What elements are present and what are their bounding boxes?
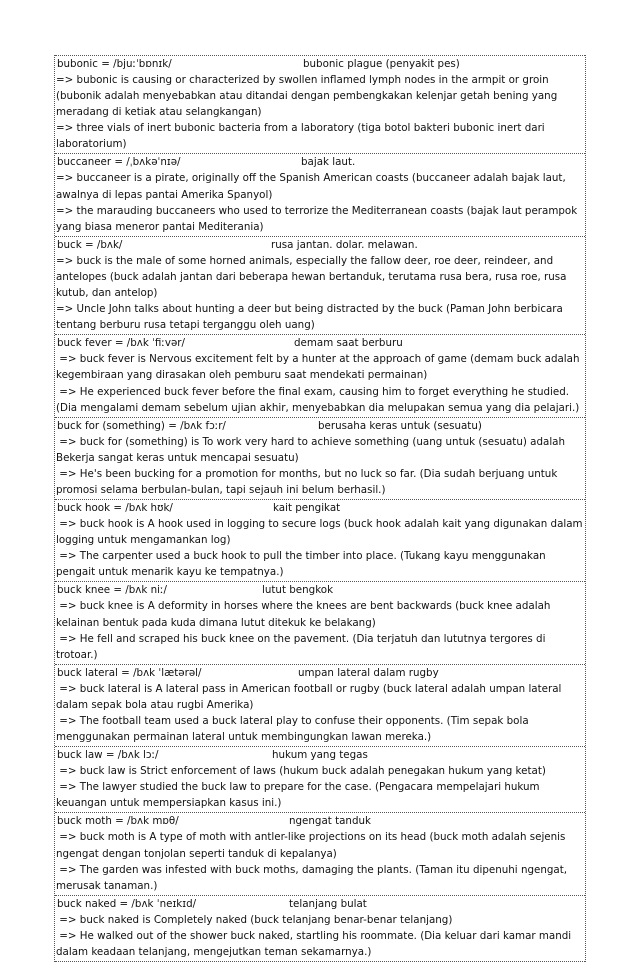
entry-meaning: umpan lateral dalam rugby <box>298 666 439 679</box>
entry-example: => He walked out of the shower buck naked, startling his roommate. (Dia keluar dari kamar mandi dalam keadaan telanjang, mengejutkan teman sekamarnya.) <box>56 929 575 959</box>
entry-definition: => buck law is Strict enforcement of laws (hukum buck adalah penegakan hukum yang ketat) <box>56 765 546 778</box>
entry-definition: => buck lateral is A lateral pass in American football or rugby (buck lateral adalah umpan lateral dalam sepak bola atau rugbi Amerika) <box>56 682 565 711</box>
vocab-entry <box>55 236 585 334</box>
entry-definition: => bubonic is causing or characterized by swollen inflamed lymph nodes in the armpit or groin (bubonik adalah menyebabkan atau ditandai dengan pembengkakan kelenjar getah bening yang meradang di ketiak atau selangkangan) <box>56 74 561 119</box>
entry-term: buck law = /bʌk lɔː/ <box>57 749 159 762</box>
entry-header <box>56 666 585 681</box>
entry-example: => the marauding buccaneers who used to terrorize the Mediterranean coasts (bajak laut perampok yang biasa meneror pantai Mediterania) <box>56 204 581 233</box>
entry-definition: => buck moth is A type of moth with antler-like projections on its head (buck moth adalah sejenis ngengat dengan tonjolan seperti tanduk di kepalanya) <box>56 831 569 860</box>
entry-definition: => buck knee is A deformity in horses where the knees are bent backwards (buck knee adalah kelainan bentuk pada kuda dimana lutut ditekuk ke belakang) <box>56 600 554 629</box>
entry-meaning: demam saat berburu <box>294 337 403 350</box>
entry-example: => Uncle John talks about hunting a deer but being distracted by the buck (Paman John berbicara tentang berburu rusa tetapi terganggu oleh uang) <box>56 303 567 332</box>
entry-header <box>56 57 585 72</box>
entry-definition: => buck fever is Nervous excitement felt by a hunter at the approach of game (demam buck adalah kegembiraan yang dirasakan oleh pemburu saat mendekati permainan) <box>56 353 583 382</box>
entry-meaning: telanjang bulat <box>289 897 367 910</box>
vocab-entry <box>55 581 585 663</box>
vocab-entry <box>55 812 585 894</box>
vocab-entry <box>55 895 585 962</box>
entry-header <box>56 748 585 763</box>
entry-header <box>56 814 585 829</box>
entry-example: => three vials of inert bubonic bacteria from a laboratory (tiga botol bakteri bubonic inert dari laboratorium) <box>56 122 548 151</box>
entry-example: => The garden was infested with buck moths, damaging the plants. (Taman itu dipenuhi ngengat, merusak tanaman.) <box>56 863 571 892</box>
entry-meaning: kait pengikat <box>273 502 341 515</box>
entry-meaning: ngengat tanduk <box>289 815 371 828</box>
entry-header <box>56 336 585 351</box>
entry-example: => The carpenter used a buck hook to pull the timber into place. (Tukang kayu menggunakan pengait untuk menarik kayu ke tempatnya.) <box>56 550 549 579</box>
entry-term: bubonic = /bjuːˈbɒnɪk/ <box>57 58 172 70</box>
entry-term: buck moth = /bʌk mɒθ/ <box>57 815 179 828</box>
entry-header <box>56 238 585 253</box>
vocab-entry <box>55 664 585 746</box>
entry-definition: => buck for (something) is To work very hard to achieve something (uang untuk (sesuatu) adalah Bekerja sangat keras untuk mencapai sesuatu) <box>56 435 569 464</box>
entry-header <box>56 155 585 170</box>
entry-example: => The lawyer studied the buck law to prepare for the case. (Pengacara mempelajari hukum keuangan untuk mempersiapkan kasus ini.) <box>56 781 543 810</box>
entry-meaning: bubonic plague (penyakit pes) <box>303 58 460 70</box>
vocab-entry <box>55 746 585 812</box>
entry-example: => He experienced buck fever before the final exam, causing him to forget everything he studied. (Dia mengalami demam sebelum ujian akhir, menyebabkan dia melupakan semua yang dia pelajari.) <box>56 385 580 414</box>
entry-example: => He's been bucking for a promotion for months, but no luck so far. (Dia sudah berjuang untuk promosi selama berbulan-bulan, tapi sejauh ini belum berhasil.) <box>56 467 561 496</box>
entry-header <box>56 419 585 434</box>
entry-example: => He fell and scraped his buck knee on the pavement. (Dia terjatuh dan lututnya tergores di trotoar.) <box>56 632 549 661</box>
entry-meaning: lutut bengkok <box>262 584 334 597</box>
entry-meaning: rusa jantan. dolar. melawan. <box>271 238 418 251</box>
entry-term: buck knee = /bʌk niː/ <box>57 584 167 597</box>
entry-meaning: berusaha keras untuk (sesuatu) <box>318 419 482 432</box>
entry-header <box>56 897 585 912</box>
entry-meaning: bajak laut. <box>301 156 356 169</box>
entry-term: buck lateral = /bʌk ˈlætərəl/ <box>57 666 202 679</box>
vocab-entry <box>55 153 585 235</box>
entry-term: buck naked = /bʌk ˈneɪkɪd/ <box>57 897 197 910</box>
entry-meaning: hukum yang tegas <box>272 749 368 762</box>
vocab-entry <box>55 499 585 581</box>
entry-term: buck fever = /bʌk ˈfiːvər/ <box>57 337 186 350</box>
entry-term: buck = /bʌk/ <box>57 238 123 251</box>
vocab-entry <box>55 417 585 499</box>
entry-header <box>56 583 585 598</box>
entry-header <box>56 501 585 516</box>
vocabulary-document <box>54 55 586 962</box>
entry-definition: => buck is the male of some horned animals, especially the fallow deer, roe deer, reindeer, and antelopes (buck adalah jantan dari beberapa hewan bertanduk, terutama rusa bera, rusa roe, rusa kutub, dan antelop) <box>56 254 570 300</box>
entry-definition: => buck naked is Completely naked (buck telanjang benar-benar telanjang) <box>56 913 453 926</box>
entry-example: => The football team used a buck lateral play to confuse their opponents. (Tim sepak bola menggunakan permainan lateral untuk membingungkan lawan mereka.) <box>56 715 532 744</box>
entry-term: buck hook = /bʌk hʊk/ <box>57 502 173 515</box>
entry-term: buccaneer = /ˌbʌkəˈnɪə/ <box>57 156 181 169</box>
entry-definition: => buck hook is A hook used in logging to secure logs (buck hook adalah kait yang digunakan dalam logging untuk mengamankan log) <box>56 518 586 547</box>
entry-definition: => buccaneer is a pirate, originally off the Spanish American coasts (buccaneer adalah bajak laut, awalnya di lepas pantai Amerika Spanyol) <box>56 172 570 201</box>
vocab-entry <box>55 334 585 416</box>
entry-term: buck for (something) = /bʌk fɔːr/ <box>57 419 226 432</box>
vocab-entry <box>55 55 585 153</box>
